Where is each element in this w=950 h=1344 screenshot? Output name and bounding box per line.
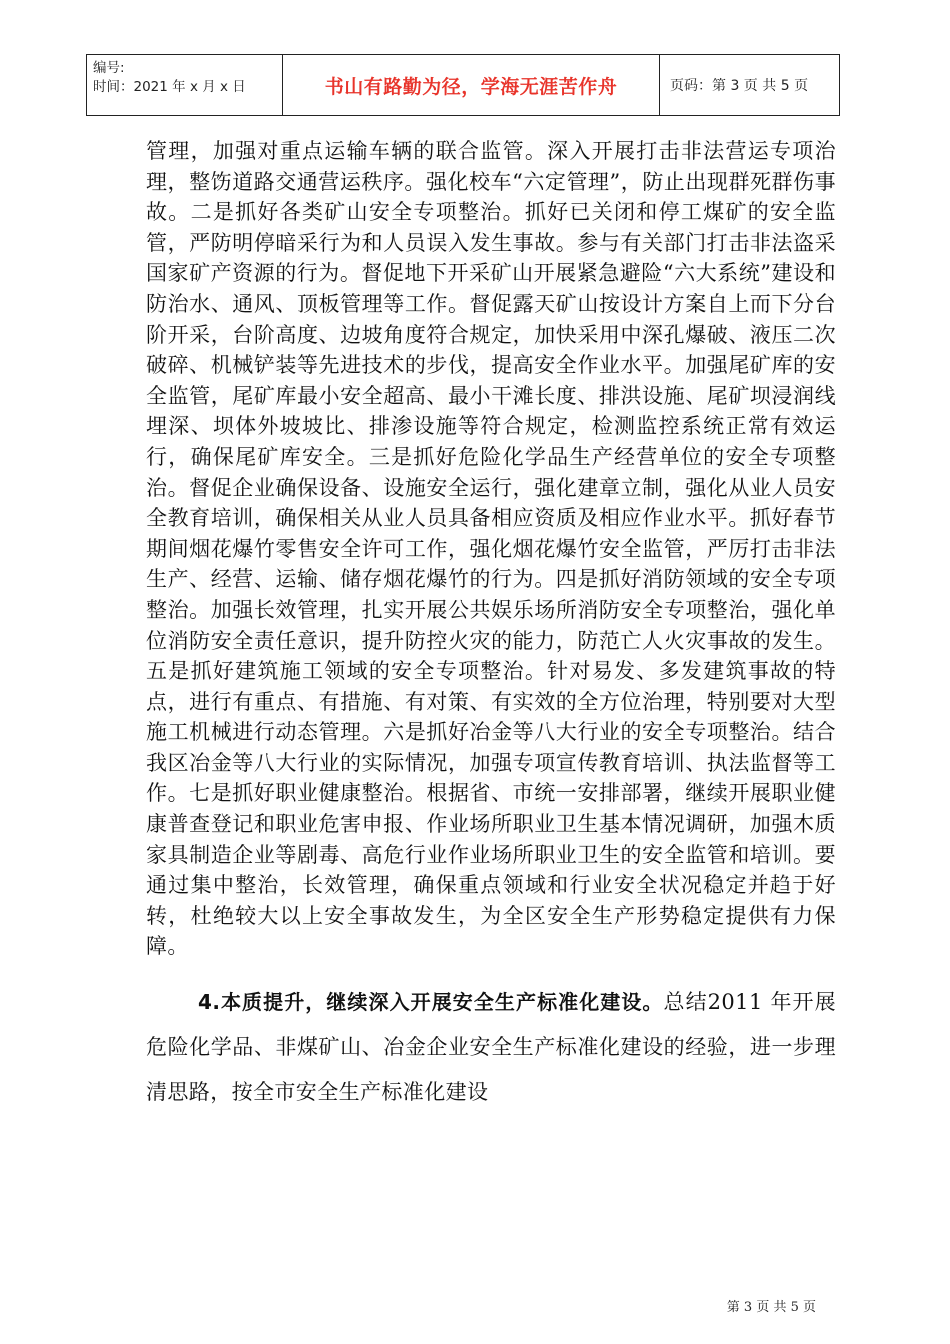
- header-page-label: 页码：第 3 页 共 5 页: [670, 78, 809, 94]
- number-label: 编号:: [93, 60, 125, 76]
- page-header: [86, 54, 840, 116]
- section4-text: 总结2011 年开展危险化学品、非煤矿山、冶金企业安全生产标准化建设的经验，进一步理清思路，按全市安全生产标准化建设: [146, 990, 836, 1105]
- page-footer: 第 3 页 共 5 页: [726, 1300, 816, 1315]
- document-body: [146, 136, 836, 1136]
- section4-heading: 4.本质提升，继续深入开展安全生产标准化建设。: [198, 990, 664, 1015]
- body-paragraph-section4: [146, 980, 836, 1115]
- body-paragraph-main: 管理，加强对重点运输车辆的联合监管。深入开展打击非法营运专项治理，整饬道路交通营运秩序。强化校车“六定管理”，防止出现群死群伤事故。二是抓好各类矿山安全专项整治。抓好已关闭和停工煤矿的安全监管，严防明停暗采行为和人员误入发生事故。参与有关部门打击非法盗采国家矿产资源的行为。督促地下开采矿山开展紧急避险“六大系统”建设和防治水、通风、顶板管理等工作。督促露天矿山按设计方案自上而下分台阶开采，台阶高度、边坡角度符合规定，加快采用中深孔爆破、液压二次破碎、机械铲装等先进技术的步伐，提高安全作业水平。加强尾矿库的安全监管，尾矿库最小安全超高、最小干滩长度、排洪设施、尾矿坝浸润线埋深、坝体外坡坡比、排渗设施等符合规定，检测监控系统正常有效运行，确保尾矿库安全。三是抓好危险化学品生产经营单位的安全专项整治。督促企业确保设备、设施安全运行，强化建章立制，强化从业人员安全教育培训，确保相关从业人员具备相应资质及相应作业水平。抓好春节期间烟花爆竹零售安全许可工作，强化烟花爆竹安全监管，严厉打击非法生产、经营、运输、储存烟花爆竹的行为。四是抓好消防领域的安全专项整治。加强长效管理，扎实开展公共娱乐场所消防安全专项整治，强化单位消防安全责任意识，提升防控火灾的能力，防范亡人火灾事故的发生。五是抓好建筑施工领域的安全专项整治。针对易发、多发建筑事故的特点，进行有重点、有措施、有对策、有实效的全方位治理，特别要对大型施工机械进行动态管理。六是抓好冶金等八大行业的安全专项整治。结合我区冶金等八大行业的实际情况，加强专项宣传教育培训、执法监督等工作。七是抓好职业健康整治。根据省、市统一安排部署，继续开展职业健康普查登记和职业危害申报、作业场所职业卫生基本情况调研，加强木质家具制造企业等剧毒、高危行业作业场所职业卫生的安全监管和培训。要通过集中整治，长效管理，确保重点领域和行业安全状况稳定并趋于好转，杜绝较大以上安全事故发生，为全区安全生产形势稳定提供有力保障。: [146, 139, 836, 959]
- header-meta: [87, 55, 283, 115]
- time-label: 时间：2021 年 x 月 x 日: [93, 79, 246, 95]
- header-motto: 书山有路勤为径，学海无涯苦作舟: [283, 55, 660, 115]
